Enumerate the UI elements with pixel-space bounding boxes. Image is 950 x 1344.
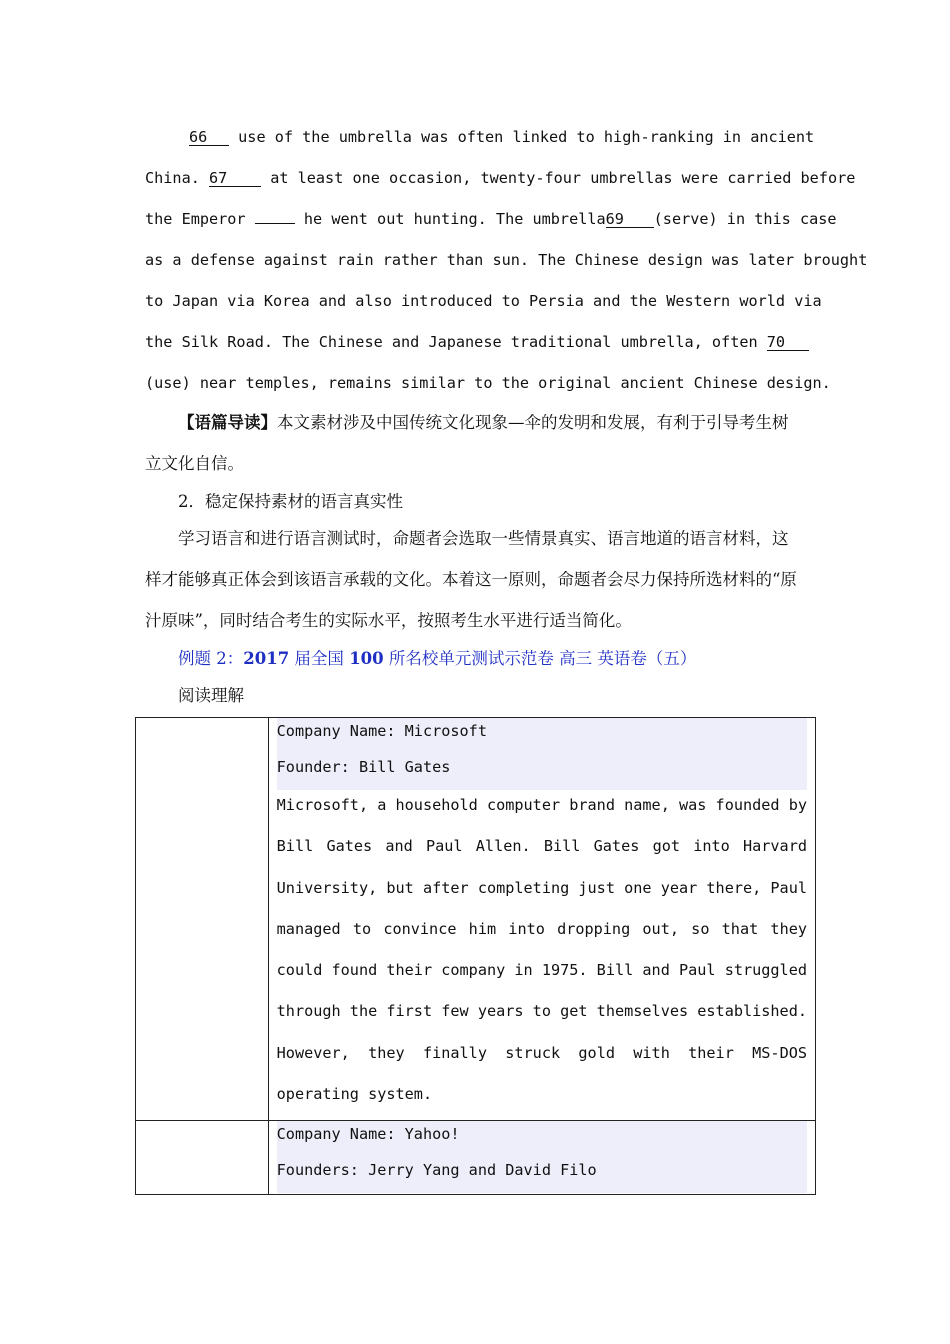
table-cell-content <box>268 1121 815 1195</box>
description-line: operating system. <box>276 1085 433 1104</box>
passage-line-3-pre: the Emperor <box>145 210 246 228</box>
example-title-num: 100 <box>349 649 384 668</box>
company-name: Company Name: Yahoo! <box>276 1125 460 1144</box>
table-row <box>136 718 816 1121</box>
example-title-post: 所名校单元测试示范卷 高三 英语卷（五） <box>383 649 697 668</box>
passage-line-1-text: use of the umbrella was often linked to high-ranking in ancient <box>238 128 815 146</box>
description-line: Bill Gates and Paul Allen. Bill Gates got into Harvard <box>276 837 807 856</box>
company-founder: Founders: Jerry Yang and David Filo <box>276 1161 597 1180</box>
description-line: University, but after completing just one year there, Paul <box>276 878 807 897</box>
passage-line-1 <box>145 128 815 146</box>
company-name: Company Name: Microsoft <box>276 722 487 740</box>
passage-line-3 <box>145 210 837 228</box>
description-line: managed to convince him into dropping out, so that they <box>276 919 807 938</box>
company-table <box>135 717 816 1195</box>
blank-69: 69 <box>606 211 654 228</box>
blank-70: 70 <box>767 334 809 351</box>
passage-line-3-mid: he went out hunting. The umbrella <box>303 210 606 228</box>
example-title-year: 2017 <box>243 649 290 668</box>
blank-68 <box>255 223 295 224</box>
description-line: could found their company in 1975. Bill and Paul struggled <box>276 961 807 980</box>
passage-line-6 <box>145 333 807 351</box>
company-header <box>277 1121 807 1193</box>
company-founder: Founder: Bill Gates <box>276 758 451 776</box>
blank-66: 66 <box>189 129 229 146</box>
section-para-line-3: 汁原味”，同时结合考生的实际水平，按照考生水平进行适当简化。 <box>145 611 632 630</box>
example-title-pre: 例题 2： <box>178 649 244 668</box>
description-line: However, they finally struck gold with their MS-DOS <box>276 1043 807 1062</box>
company-header <box>277 718 807 790</box>
guide-line-2: 立文化自信。 <box>145 454 244 473</box>
table-cell-empty <box>136 1121 269 1195</box>
passage-line-6-text: the Silk Road. The Chinese and Japanese traditional umbrella, often <box>145 333 758 351</box>
example-subtitle: 阅读理解 <box>178 686 244 705</box>
section-para-line-1: 学习语言和进行语言测试时，命题者会选取一些情景真实、语言地道的语言材料，这 <box>178 529 789 548</box>
table-cell-content <box>268 718 815 1121</box>
guide-text-1: 本文素材涉及中国传统文化现象—伞的发明和发展，有利于引导考生树 <box>277 413 789 432</box>
passage-line-2-text: at least one occasion, twenty-four umbrellas were carried before <box>270 169 856 187</box>
passage-line-3-post: (serve) in this case <box>653 210 837 228</box>
table-cell-empty <box>136 718 269 1121</box>
passage-line-2-pre: China. <box>145 169 200 187</box>
section-para-line-2: 样才能够真正体会到该语言承载的文化。本着这一原则，命题者会尽力保持所选材料的“原 <box>145 570 797 589</box>
example-title <box>178 645 840 669</box>
passage-line-2 <box>145 169 856 187</box>
section-heading: 2．稳定保持素材的语言真实性 <box>178 492 403 511</box>
guide-label: 【语篇导读】 <box>178 413 277 432</box>
example-title-mid: 届全国 <box>289 649 350 668</box>
description-line: through the first few years to get themselves established. <box>276 1002 807 1021</box>
company-description <box>277 790 807 1120</box>
passage-line-5: to Japan via Korea and also introduced to Persia and the Western world via <box>145 292 822 310</box>
table-row <box>136 1121 816 1195</box>
description-line: Microsoft, a household computer brand name, was founded by <box>276 796 807 814</box>
passage-line-4: as a defense against rain rather than sun. The Chinese design was later brought <box>145 251 868 269</box>
blank-67: 67 <box>209 170 261 187</box>
passage-line-7: (use) near temples, remains similar to the original ancient Chinese design. <box>145 374 831 392</box>
guide-line-1 <box>178 409 808 433</box>
